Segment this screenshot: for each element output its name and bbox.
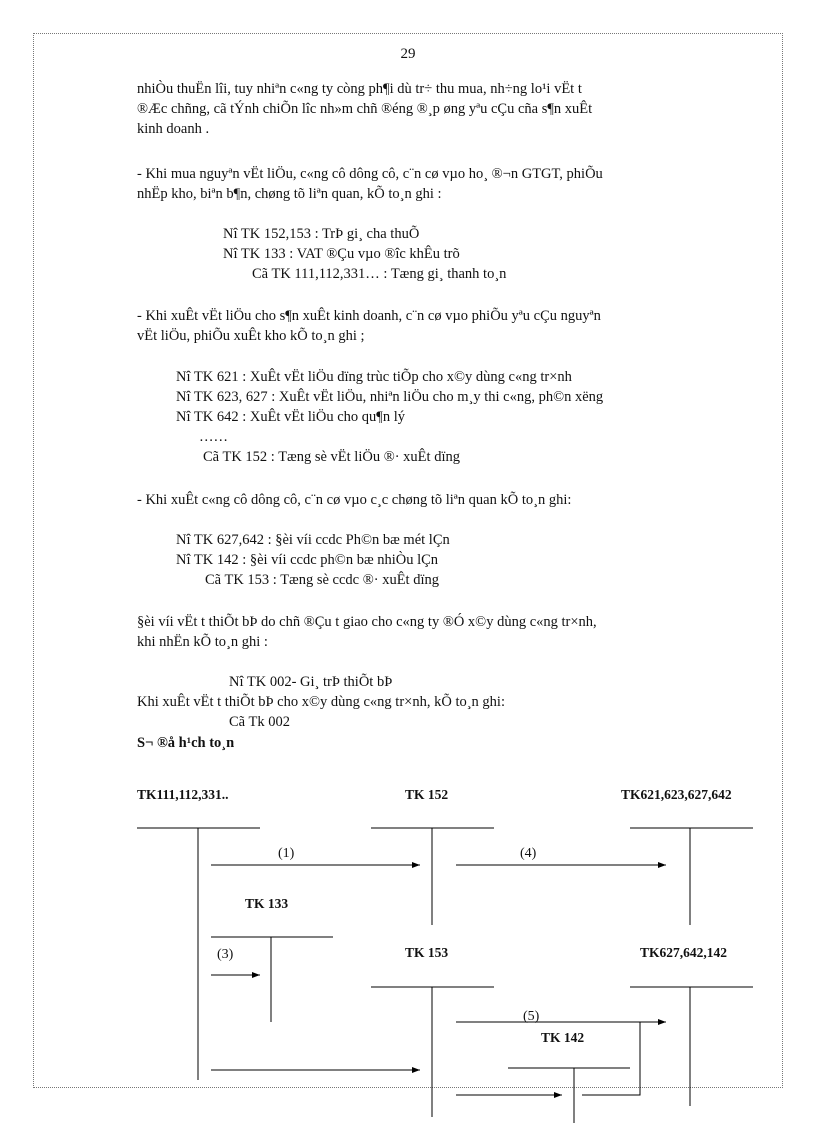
page-number: 29 [400,46,416,62]
entry-debit-621: Nî TK 621 : XuÊt vËt liÖu dïng trùc tiÕp cho x©y dùng c«ng tr×nh [176,369,572,385]
para1-line3: kinh doanh . [137,121,210,137]
entry-debit-623: Nî TK 623, 627 : XuÊt vËt liÖu, nhiªn liÖu cho m¸y thi c«ng, ph©n xëng [176,389,604,405]
account-tk152: TK 152 [405,787,449,802]
arrow-label-1: (1) [278,846,295,861]
entry-credit-152: Cã TK 152 : Tæng sè vËt liÖu ®· xuÊt dïng [203,449,460,465]
entry-credit-111: Cã TK 111,112,331… : Tæng gi¸ thanh to¸n [252,266,507,282]
entry-debit-002: Nî TK 002- Gi¸ trÞ thiÕt bÞ [229,674,393,690]
account-tk142: TK 142 [541,1030,585,1045]
entry-debit-152: Nî TK 152,153 : TrÞ gi¸ cha thuÕ [223,226,420,242]
entry-credit-002: Cã Tk 002 [229,714,290,730]
para6: Khi xuÊt vËt t thiÕt bÞ cho x©y dùng c«ng tr×nh, kÕ to¸n ghi: [137,694,505,710]
para4: - Khi xuÊt c«ng cô dông cô, c¨n cø vµo c¸c chøng tõ liªn quan kÕ to¸n ghi: [137,492,572,508]
para3-line1: - Khi xuÊt vËt liÖu cho s¶n xuÊt kinh doanh, c¨n cø vµo phiÕu yªu cÇu nguyªn [137,308,601,324]
account-tk133: TK 133 [245,896,289,911]
entry-ellipsis: …… [199,429,228,445]
entry-debit-142: Nî TK 142 : §èi víi ccdc ph©n bæ nhiÒu lÇn [176,552,439,568]
diagram-title: S¬ ®å h¹ch to¸n [137,735,235,751]
entry-credit-153: Cã TK 153 : Tæng sè ccdc ®· xuÊt dïng [205,572,439,588]
account-tk111: TK111,112,331.. [137,787,229,802]
para1-line2: ®Æc chñng, cã tÝnh chiÕn lîc nh»m chñ ®éng ®¸p øng yªu cÇu cña s¶n xuÊt [137,101,593,117]
para2-line1: - Khi mua nguyªn vËt liÖu, c«ng cô dông cô, c¨n cø vµo ho¸ ®¬n GTGT, phiÕu [137,166,603,182]
entry-debit-133: Nî TK 133 : VAT ®Çu vµo ®îc khÊu trõ [223,246,460,262]
connector-tk142-to-tk627 [582,1022,640,1095]
account-tk627: TK627,642,142 [640,945,728,960]
entry-debit-627: Nî TK 627,642 : §èi víi ccdc Ph©n bæ mét lÇn [176,532,450,548]
arrow-label-5: (5) [523,1009,540,1024]
account-tk153: TK 153 [405,945,449,960]
para5-line2: khi nhËn kÕ to¸n ghi : [137,634,268,650]
para2-line2: nhËp kho, biªn b¶n, chøng tõ liªn quan, kÕ to¸n ghi : [137,186,442,202]
entry-debit-642: Nî TK 642 : XuÊt vËt liÖu cho qu¶n lý [176,409,406,425]
arrow-label-3: (3) [217,947,234,962]
para3-line2: vËt liÖu, phiÕu xuÊt kho kÕ to¸n ghi ; [137,328,365,344]
para5-line1: §èi víi vËt t thiÕt bÞ do chñ ®Çu t giao cho c«ng ty ®Ó x©y dùng c«ng tr×nh, [137,614,597,630]
arrow-label-4: (4) [520,846,537,861]
para1-line1: nhiÒu thuËn lîi, tuy nhiªn c«ng ty còng ph¶i dù tr÷ thu mua, nh÷ng lo¹i vËt t [137,81,582,97]
account-tk621: TK621,623,627,642 [621,787,732,802]
